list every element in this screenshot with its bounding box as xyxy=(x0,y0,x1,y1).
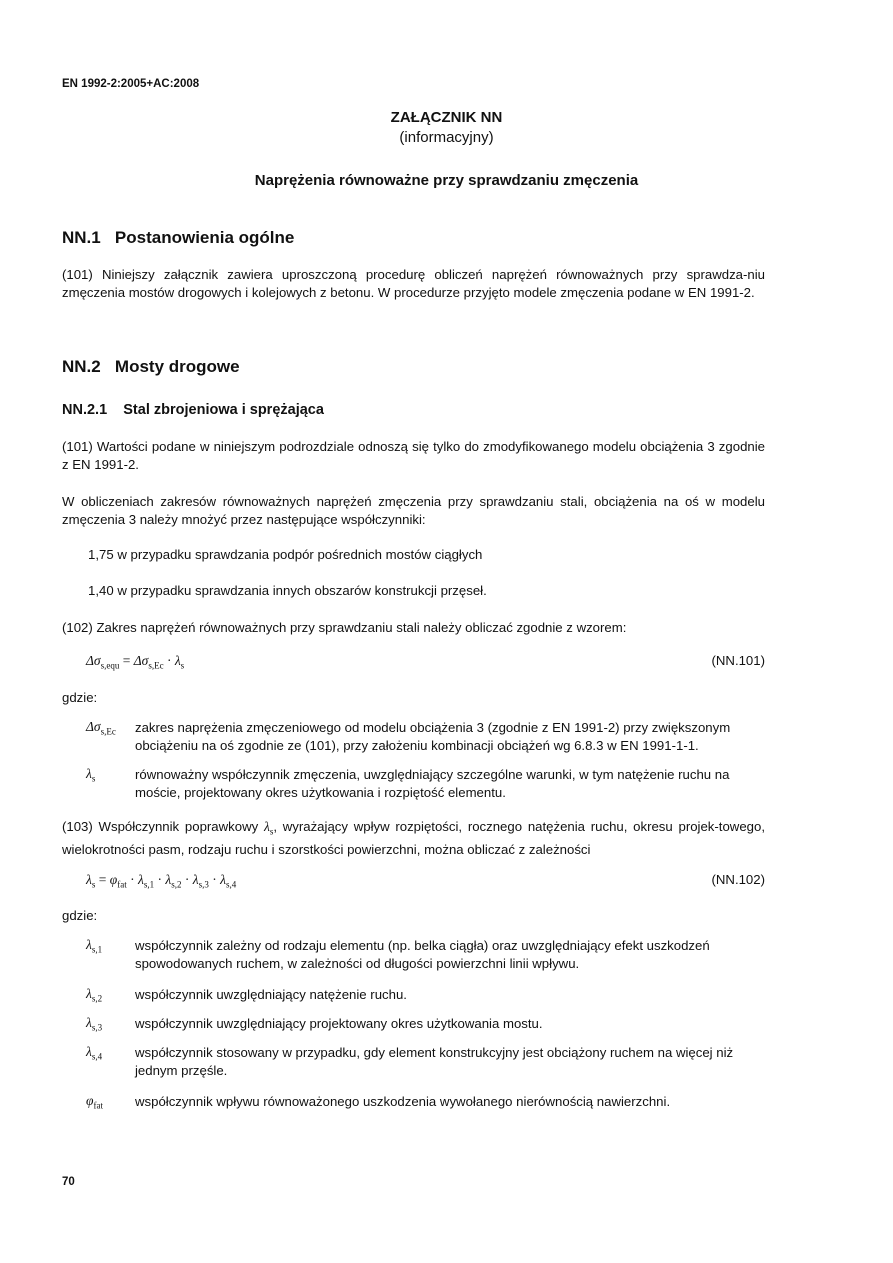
symbol-lambda-s: $\lambda_s$ xyxy=(86,766,96,784)
page-number: 70 xyxy=(62,1176,75,1188)
symbol-lambda-s4: $\lambda_{s,4}$ xyxy=(86,1044,103,1062)
symbol-lambda-s1: $\lambda_{s,1}$ xyxy=(86,937,103,955)
definition-phi-fat: współczynnik wpływu równoważonego uszkodzenia wywołanego nierównością nawierzchni. xyxy=(135,1094,671,1109)
where-label-2: gdzie: xyxy=(62,908,98,923)
section-title: Postanowienia ogólne xyxy=(114,228,295,247)
section-heading-nn2 xyxy=(62,357,240,377)
definition-lambda-s2: współczynnik uwzględniający natężenie ruchu. xyxy=(135,987,407,1002)
section-heading-nn1 xyxy=(62,228,294,248)
symbol-phi-fat: $\varphi_{fat}$ xyxy=(86,1093,103,1111)
definition-delta-sigma-s-ec: zakres naprężenia zmęczeniowego od modelu obciążenia 3 (zgodnie z EN 1991-2) przy zwiększonym obciążeniu na oś zgodnie ze (101), przy założeniu kombinacji obciążeń wg 6.8.3 w EN 1991-1-1. xyxy=(135,720,731,753)
definition-lambda-s3: współczynnik uwzględniający projektowany okres użytkowania mostu. xyxy=(135,1016,543,1031)
section-title: Stal zbrojeniowa i sprężająca xyxy=(123,402,324,418)
paragraph-nn21-103 xyxy=(62,818,765,859)
symbol-delta-sigma-s-ec: $\Delta\sigma_{s,Ec}$ xyxy=(86,719,116,737)
p103-part-a: (103) Współczynnik poprawkowy xyxy=(62,819,264,834)
equation-nn101: $\Delta\sigma_{s,equ} = \Delta\sigma_{s,Ec} \cdot \lambda_s$ xyxy=(86,653,185,671)
equation-nn102: $\lambda_s = \varphi_{fat} \cdot \lambda_{s,1} \cdot \lambda_{s,2} \cdot \lambda_{s,3} \cdot \lambda_{s,4}$ xyxy=(86,872,237,890)
definition-lambda-s: równoważny współczynnik zmęczenia, uwzględniający szczególne warunki, w tym natężenie ruchu na moście, projektowany okres użytkowania i rozpiętość elementu. xyxy=(135,767,730,800)
definition-lambda-s4: współczynnik stosowany w przypadku, gdy element konstrukcyjny jest obciążony ruchem na więcej niż jednym przęśle. xyxy=(135,1045,734,1078)
section-number: NN.2.1 xyxy=(62,402,108,418)
where-label-1: gdzie: xyxy=(62,690,98,705)
paragraph-nn21-101: (101) Wartości podane w niniejszym podrozdziale odnoszą się tylko do zmodyfikowanego modelu obciążenia 3 zgodnie z EN 1991-2. xyxy=(62,439,765,472)
symbol-lambda-s2: $\lambda_{s,2}$ xyxy=(86,986,103,1004)
equation-label-nn101: (NN.101) xyxy=(711,653,765,668)
section-title: Mosty drogowe xyxy=(114,357,240,376)
section-heading-nn21 xyxy=(62,402,324,418)
section-number: NN.2 xyxy=(62,357,101,376)
annex-title: ZAŁĄCZNIK NN xyxy=(390,109,503,126)
section-number: NN.1 xyxy=(62,228,101,247)
paragraph-nn21-102: (102) Zakres naprężeń równoważnych przy sprawdzaniu stali należy obliczać zgodnie z wzorem: xyxy=(62,620,627,635)
definition-lambda-s1: współczynnik zależny od rodzaju elementu (np. belka ciągła) oraz uwzględniający efekt uszkodzeń spowodowanych ruchem, w zależności od długości powierzchni linii wpływu. xyxy=(135,938,710,971)
p103-part-b: , wyrażający wpływ rozpiętości, rocznego natężenia ruchu, okresu projek-towego, wielokrotności pasm, rodzaju ruchu i szorstkości powierzchni, można obliczać z zależności xyxy=(62,819,765,857)
paragraph-nn1-101: (101) Niniejszy załącznik zawiera uproszczoną procedurę obliczeń naprężeń równoważnych przy sprawdza-niu zmęczenia mostów drogowych i kolejowych z betonu. W procedurze przyjęto modele zmęczenia podane w EN 1991-2. xyxy=(62,267,765,300)
symbol-lambda-s3: $\lambda_{s,3}$ xyxy=(86,1015,103,1033)
factor-item-1: 1,75 w przypadku sprawdzania podpór pośrednich mostów ciągłych xyxy=(88,547,483,562)
document-standard-header: EN 1992-2:2005+AC:2008 xyxy=(62,78,200,90)
paragraph-axle-factors: W obliczeniach zakresów równoważnych naprężeń zmęczenia przy sprawdzaniu stali, obciążenia na oś w modelu zmęczenia 3 należy mnożyć przez następujące współczynniki: xyxy=(62,494,765,527)
factor-item-2: 1,40 w przypadku sprawdzania innych obszarów konstrukcji przęseł. xyxy=(88,583,487,598)
annex-heading: Naprężenia równoważne przy sprawdzaniu zmęczenia xyxy=(254,172,639,189)
inline-lambda-s: $\lambda_s$ xyxy=(263,819,274,837)
equation-label-nn102: (NN.102) xyxy=(711,872,765,887)
annex-subtitle: (informacyjny) xyxy=(399,129,494,146)
